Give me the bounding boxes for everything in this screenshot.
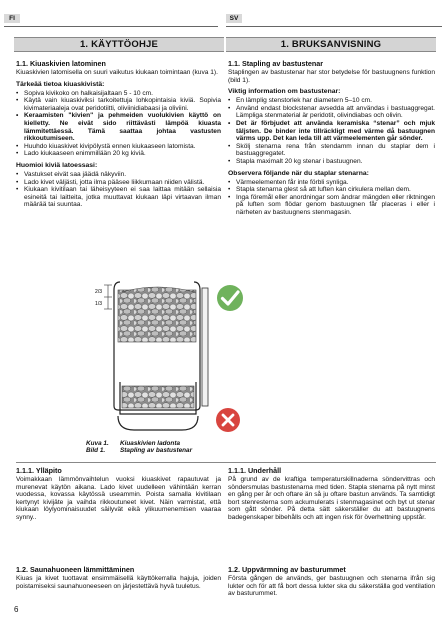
heading-heating-fi: 1.2. Saunahuoneen lämmittäminen [16, 565, 135, 574]
maintenance-text-fi: Voimakkaan lämmönvaihtelun vuoksi kiuaskivet rapautuvat ja murenevat käytön aikana. Lado kivet uudelleen vähintään kerran vuodessa, kovassa käytössä useammin. Poista samalla kivitilaan kertynyt kivijäte ja vaihda rikkoutuneet kivet. Näin varmistat, että kiukaan löylyominaisuudet säilyvät eikä ylikuumenemisen vaaraa synny.. [16, 476, 221, 521]
heading-maintenance-fi: 1.1.1. Ylläpito [16, 466, 62, 475]
checkmark-icon [217, 285, 243, 311]
list-item: • Inga föremål eller anordningar som ändrar mängden eller riktningen på luften som flödar genom bastuugnen får placeras i eller i närheten av bastuugnens stenmagasin. [228, 194, 435, 217]
heading-stone-stacking-fi: 1.1. Kiuaskivien latominen [16, 59, 106, 68]
dimension-label-top: 2/3 [95, 289, 102, 295]
heating-text-sv: Första gången de används, ger bastuugnen och stenarna ifrån sig lukter och för att få bort dessa lukter ska du säkerställa god ventilation av basturummet. [228, 575, 435, 598]
list-item: • Skölj stenarna rena från stendamm innan du staplar dem i bastuaggregatet. [228, 143, 435, 158]
notice-list-sv [228, 179, 435, 217]
intro-text-fi: Kiuaskivien latomisella on suuri vaikutus kiukaan toimintaan (kuva 1). [16, 69, 218, 76]
notice-heading-fi: Huomioi kiviä latoessasi: [16, 161, 98, 169]
important-heading-sv: Viktig information om bastustenar: [228, 88, 341, 96]
language-tag-sv: SV [226, 14, 242, 23]
intro-text-sv: Staplingen av bastustenar har stor betydelse för bastuugnens funktion (bild 1). [228, 69, 435, 84]
maintenance-text-sv: På grund av de kraftiga temperaturskillnaderna söndervittras och söndersmulas bastustenarna med tiden. Stapla stenarna på nytt minst en gång per år och oftare än så ju oftare bastun används. Ta samtidigt bort stenresterna som ackumulerats i stenmagasinet och byt ut stenar som gått sönder. På detta sätt säkerställer du att bastuugnens badegenskaper bibehålls och att ingen risk för överhettning uppstår. [228, 476, 435, 521]
list-item: • Sopiva kivikoko on halkaisijaltaan 5 - 10 cm. [16, 90, 221, 98]
cross-icon [216, 408, 240, 432]
important-list-sv [228, 97, 435, 165]
column-fi-heating [16, 566, 221, 590]
list-item: • Huuhdo kiuaskivet kivipölystä ennen kiukaaseen latomista. [16, 143, 221, 151]
header-rule-sv [226, 26, 442, 27]
column-fi-bottom [16, 467, 221, 522]
list-item: • Stapla maximalt 20 kg stenar i bastuugnen. [228, 158, 435, 166]
column-fi-top [16, 60, 221, 209]
header-rule-fi [4, 26, 218, 27]
column-sv-top [228, 60, 435, 217]
list-item: • Använd endast blockstenar avsedda att användas i bastuaggregat. Lämpliga stenmaterial är peridotit, olivindiabas och olivin. [228, 105, 435, 120]
language-tag-fi: FI [4, 14, 20, 23]
notice-list-fi [16, 171, 221, 209]
list-item: • En lämplig stenstorlek har diametern 5–10 cm. [228, 97, 435, 105]
list-item: • Stapla stenarna glest så att luften kan cirkulera mellan dem. [228, 186, 435, 194]
notice-heading-sv: Observera följande när du staplar stenarna: [228, 169, 369, 177]
dimension-label-bottom: 1/3 [95, 301, 102, 307]
column-sv-bottom [228, 467, 435, 522]
section-title-sv: 1. BRUKSANVISNING [226, 37, 436, 52]
caption-label-fi: Kuva 1. [86, 440, 109, 447]
stone-stacking-figure [78, 270, 368, 460]
heater-incorrect [118, 382, 198, 430]
list-item: • Vastukset eivät saa jäädä näkyviin. [16, 171, 221, 179]
heading-maintenance-sv: 1.1.1. Underhåll [228, 466, 282, 475]
dimension-marks [95, 285, 112, 309]
section-divider [16, 462, 436, 463]
important-heading-fi: Tärkeää tietoa kiuaskivistä: [16, 80, 105, 88]
list-item: • Det är förbjudet att använda keramiska “stenar” och mjuk täljsten. De binder inte tillräckligt med värme då bastuugnen värms upp. Det kan leda till att värmeelementen går sönder. [228, 120, 435, 143]
heading-heating-sv: 1.2. Uppvärmning av basturummet [228, 565, 346, 574]
caption-label-sv: Bild 1. [86, 447, 106, 455]
list-item: • Kiukaan kivitilaan tai läheisyyteen ei saa laittaa mitään sellaisia esineitä tai laitteita, jotka muuttavat kiukaan läpi virtaavan ilman määrää tai suuntaa. [16, 186, 221, 209]
list-item: • Värmeelementen får inte förbli synliga. [228, 179, 435, 187]
figure-caption [86, 440, 192, 455]
column-sv-heating [228, 566, 435, 598]
caption-text-sv: Stapling av bastustenar [120, 447, 193, 455]
list-item: • Lado kivet väljästi, jotta ilma pääsee liikkumaan niiden välistä. [16, 179, 221, 187]
important-list-fi [16, 90, 221, 158]
caption-text-fi: Kiuaskivien ladonta [120, 440, 181, 447]
list-item: • Lado kiukaaseen enimmillään 20 kg kiviä. [16, 150, 221, 158]
page-number: 6 [14, 605, 19, 614]
section-title-fi: 1. KÄYTTÖOHJE [14, 37, 224, 52]
heating-text-fi: Kiuas ja kivet tuottavat ensimmäisellä käyttökerralla hajuja, joiden poistamiseksi saunahuoneeseen on järjestettävä hyvä tuuletus. [16, 575, 221, 590]
list-item: • Käytä vain kiuaskiviksi tarkoitettuja lohkopintaisia kiviä. Sopivia kivimateriaaleja ovat peridotiitti, oliviinidiabaasi ja oliviini. [16, 97, 221, 112]
list-item: • Keraamisten "kivien" ja pehmeiden vuolukivien käyttö on kielletty. Ne eivät sido riittävästi lämpöä kiuasta lämmitettäessä. Tämä saattaa johtaa vastusten rikkoutumiseen. [16, 112, 221, 142]
heading-stone-stacking-sv: 1.1. Stapling av bastustenar [228, 59, 324, 68]
